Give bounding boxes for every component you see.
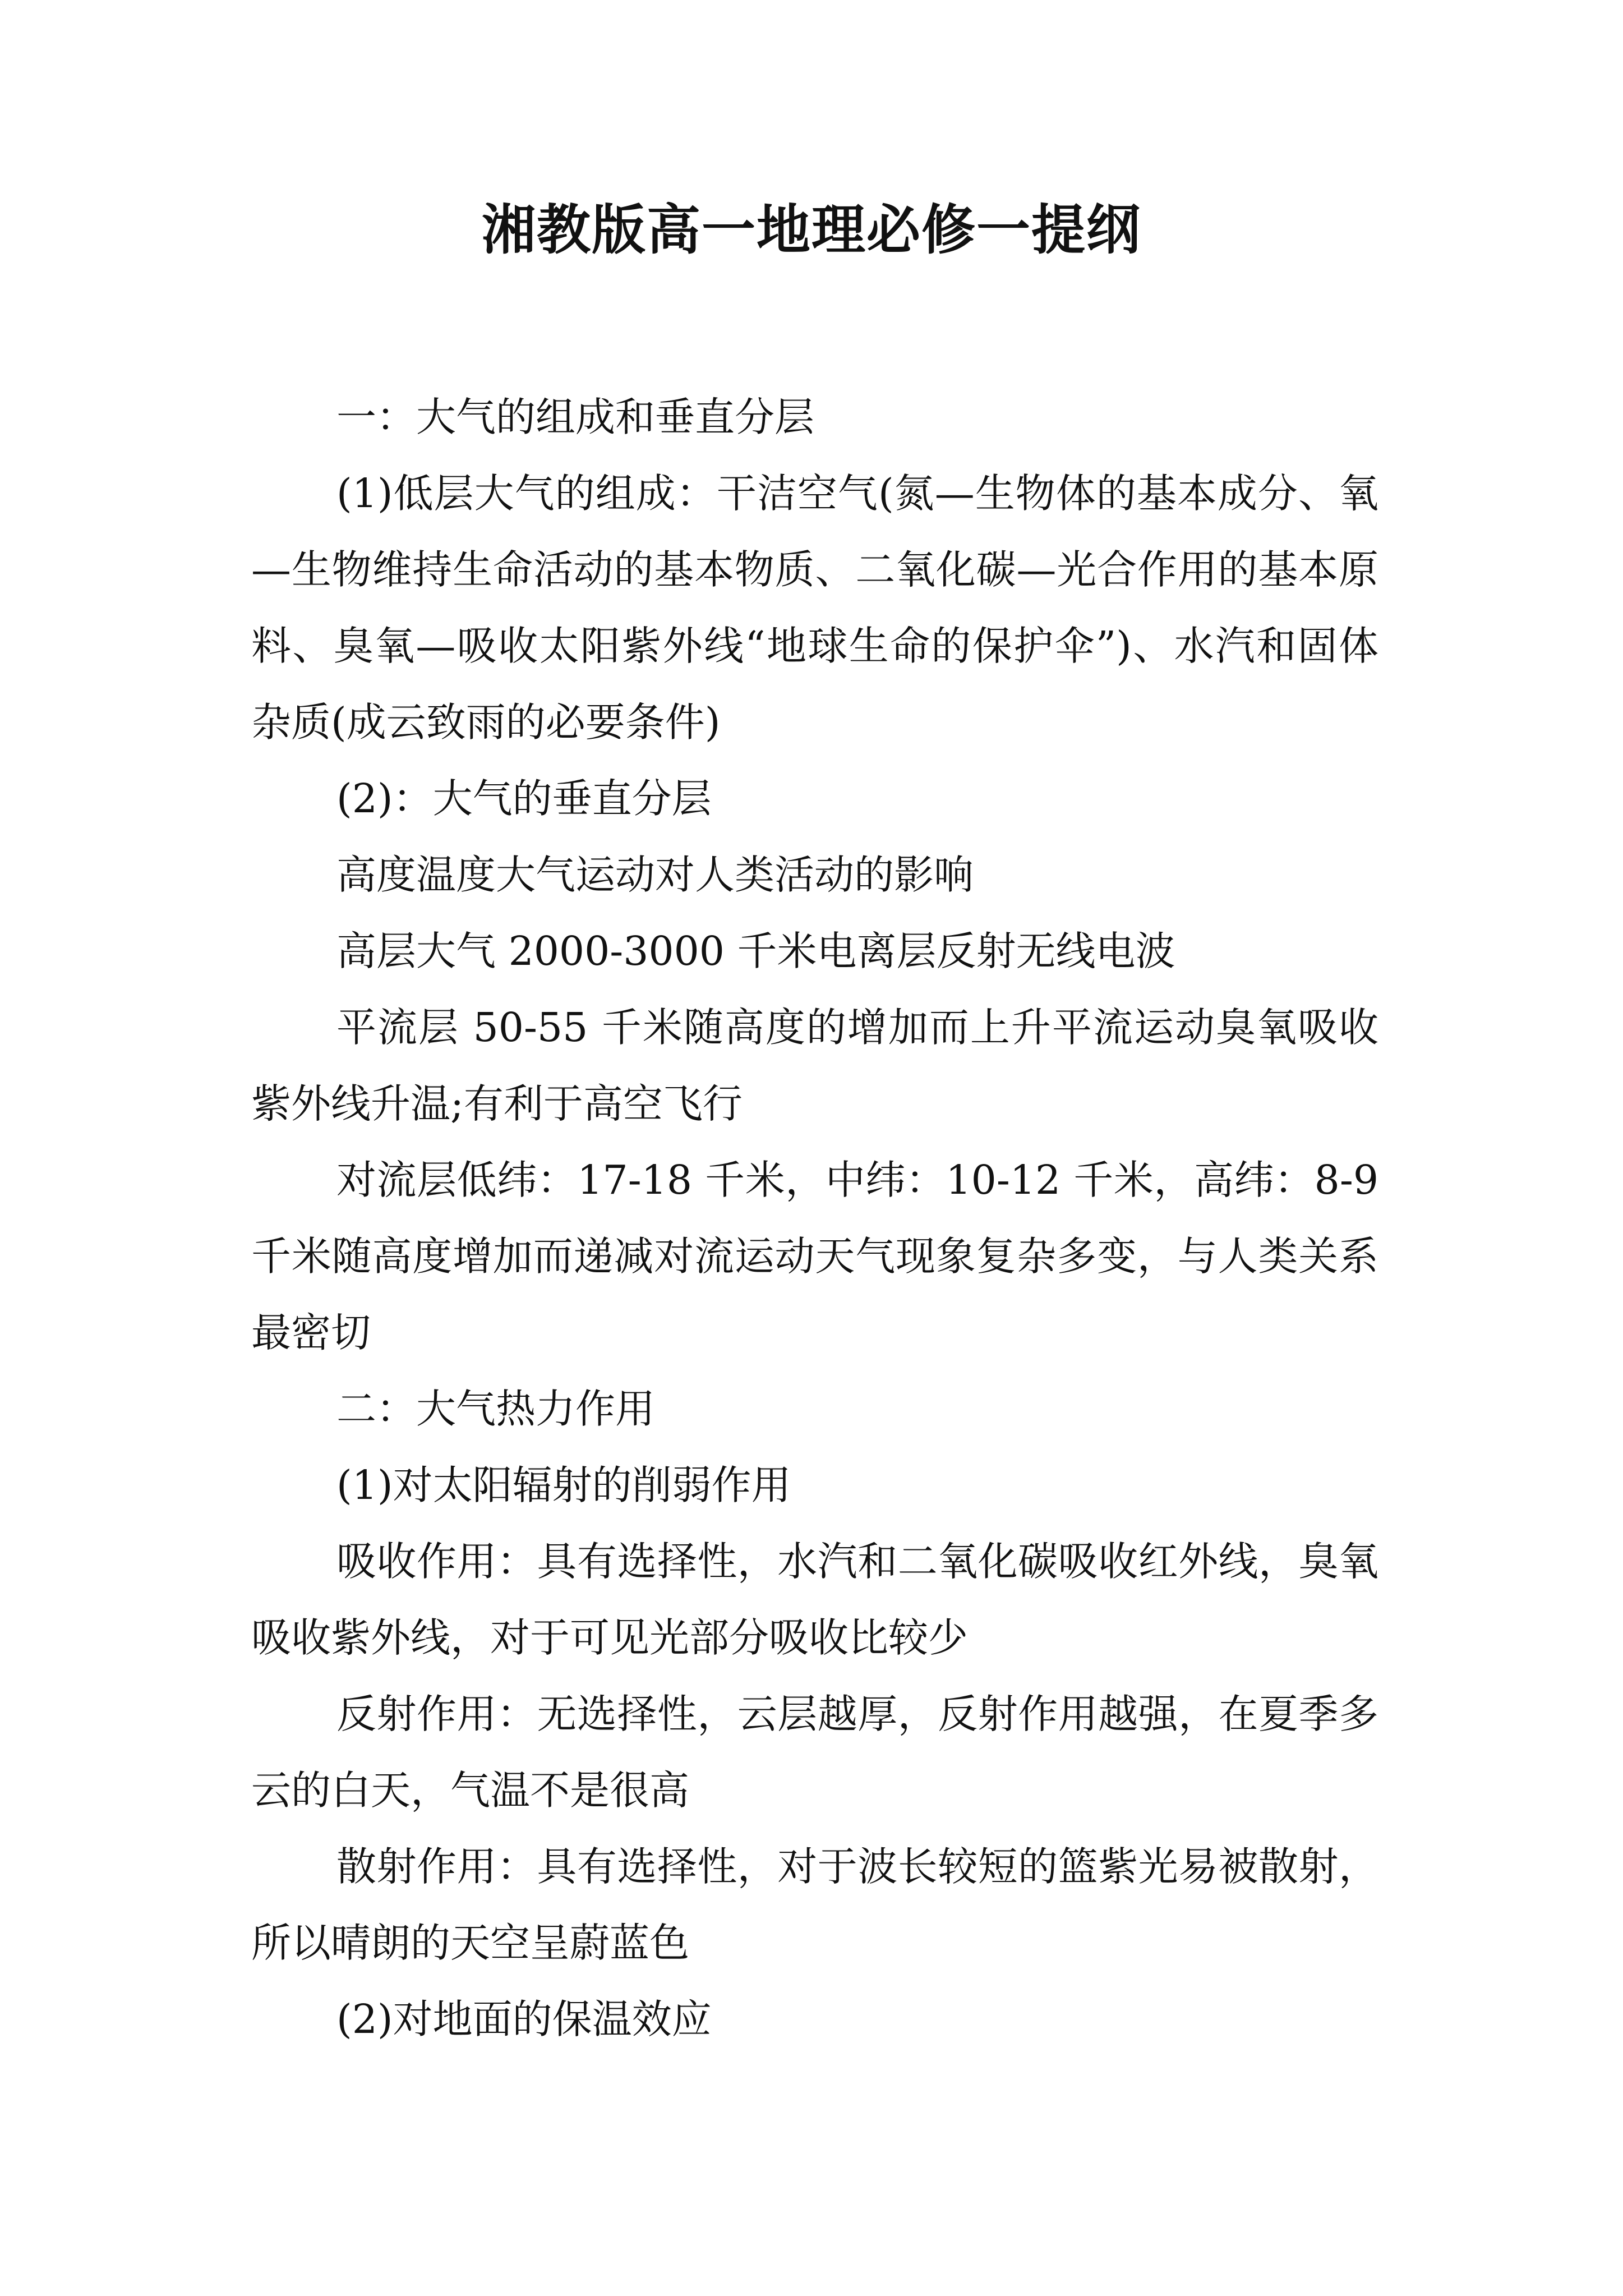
- document-title: 湘教版高一地理必修一提纲: [482, 199, 1141, 261]
- paragraph: 高度温度大气运动对人类活动的影响: [336, 852, 974, 898]
- paragraph: (2)对地面的保温效应: [336, 1996, 712, 2042]
- paragraph: (1)对太阳辐射的削弱作用: [336, 1462, 791, 1508]
- paragraph: 对流层低纬：17-18 千米，中纬：10-12 千米，高纬：8-9 千米随高度增加而递减对流运动天气现象复杂多变，与人类关系最密切: [251, 1157, 1378, 1356]
- document-body: [251, 379, 1378, 2058]
- paragraph: 一：大气的组成和垂直分层: [336, 394, 815, 440]
- paragraph: 高层大气 2000-3000 千米电离层反射无线电波: [336, 928, 1175, 974]
- paragraph: 二：大气热力作用: [336, 1386, 656, 1432]
- paragraph: 反射作用：无选择性，云层越厚，反射作用越强，在夏季多云的白天，气温不是很高: [251, 1691, 1378, 1814]
- paragraph: (2)：大气的垂直分层: [336, 775, 712, 822]
- paragraph: 吸收作用：具有选择性，水汽和二氧化碳吸收红外线，臭氧吸收紫外线，对于可见光部分吸收比较少: [251, 1538, 1378, 1661]
- paragraph: (1)低层大气的组成：干洁空气(氮—生物体的基本成分、氧—生物维持生命活动的基本物质、二氧化碳—光合作用的基本原料、臭氧—吸收太阳紫外线“地球生命的保护伞”)、水汽和固体杂质(成云致雨的必要条件): [251, 470, 1378, 746]
- paragraph: 平流层 50-55 千米随高度的增加而上升平流运动臭氧吸收紫外线升温;有利于高空飞行: [251, 1004, 1378, 1127]
- paragraph: 散射作用：具有选择性，对于波长较短的篮紫光易被散射，所以晴朗的天空呈蔚蓝色: [251, 1843, 1378, 1966]
